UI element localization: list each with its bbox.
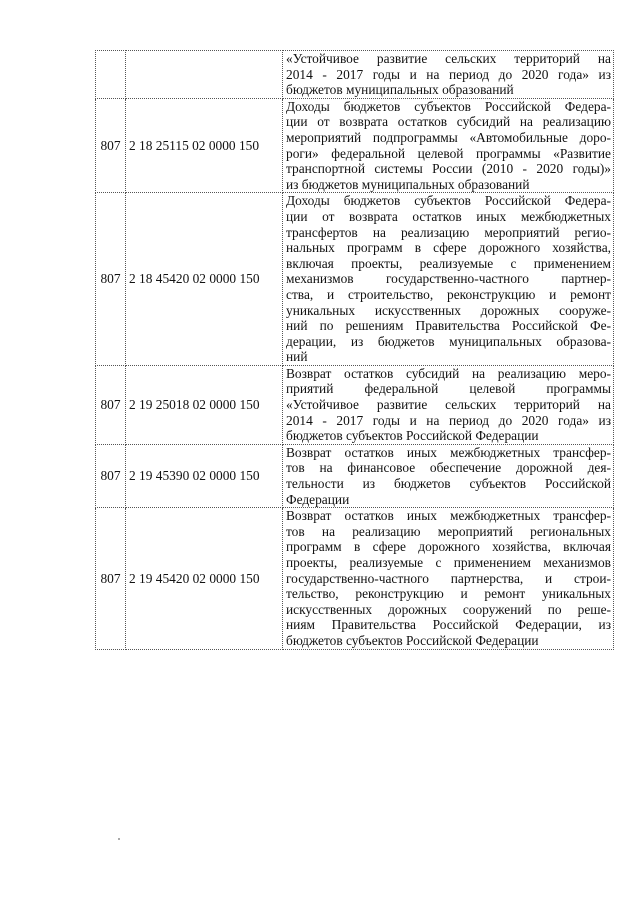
description-line: из бюджетов муниципальных образований <box>286 176 530 192</box>
description-line: уникальных искусственных дорожных сооруже- <box>286 302 611 318</box>
description-line: бюджетов субъектов Российской Федерации <box>286 632 539 648</box>
table-row <box>96 444 614 507</box>
description-line: Возврат остатков иных межбюджетных трансфер- <box>286 508 611 524</box>
table-row <box>96 51 614 99</box>
description-line: Доходы бюджетов субъектов Российской Федера- <box>286 98 611 114</box>
description-line: приятий федеральной целевой программы <box>286 381 611 397</box>
description-line: «Устойчивое развитие сельских территорий на <box>286 397 611 413</box>
description-line: тельство, реконструкцию и ремонт уникальных <box>286 586 611 602</box>
budget-code-cell: 2 19 45420 02 0000 150 <box>126 508 283 649</box>
description-line: роги» федеральной целевой программы «Развитие <box>286 145 611 161</box>
admin-code-cell: 807 <box>96 508 126 649</box>
description-line: транспортной системы России (2010 - 2020 годы)» <box>286 161 611 177</box>
description-line: Федерации <box>286 491 350 507</box>
admin-code-cell: 807 <box>96 193 126 366</box>
admin-code-cell: 807 <box>96 365 126 444</box>
description-cell <box>283 444 614 507</box>
description-cell <box>283 51 614 99</box>
description-line: нальных программ в сфере дорожного хозяйства, <box>286 240 611 256</box>
description-line: ний по решениям Правительства Российской Фе- <box>286 318 611 334</box>
description-line: включая проекты, реализуемые с применением <box>286 255 611 271</box>
description-line: тов на финансовое обеспечение дорожной дея- <box>286 460 611 476</box>
description-cell <box>283 98 614 193</box>
description-line: проекты, реализуемые с применением механизмов <box>286 555 611 570</box>
table-row <box>96 365 614 444</box>
description-line: тельности из бюджетов субъектов Российской <box>286 476 611 492</box>
description-line: тов на реализацию мероприятий региональных <box>286 523 611 539</box>
description-cell <box>283 508 614 649</box>
description-line: ниям Правительства Российской Федерации, из <box>286 617 611 633</box>
description-line: бюджетов муниципальных образований <box>286 82 514 98</box>
table-row <box>96 98 614 193</box>
budget-code-cell: 2 18 45420 02 0000 150 <box>126 193 283 366</box>
description-line: государственно-частного партнерства, и строи- <box>286 570 611 586</box>
table-row <box>96 193 614 366</box>
description-line: 2014 - 2017 годы и на период до 2020 года» из <box>286 66 611 82</box>
description-line: 2014 - 2017 годы и на период до 2020 года» из <box>286 412 611 428</box>
table-row <box>96 508 614 649</box>
description-line: искусственных дорожных сооружений по реше- <box>286 601 611 617</box>
budget-code-cell: 2 18 25115 02 0000 150 <box>126 98 283 193</box>
table-body <box>96 51 614 650</box>
description-line: мероприятий подпрограммы «Автомобильные доро- <box>286 129 611 145</box>
description-line: дерации, из бюджетов муниципальных образова- <box>286 333 611 349</box>
budget-code-cell: 2 19 45390 02 0000 150 <box>126 444 283 507</box>
description-line: программ в сфере дорожного хозяйства, включая <box>286 539 611 555</box>
description-line: бюджетов субъектов Российской Федерации <box>286 428 539 444</box>
description-line: механизмов государственно-частного партнер- <box>286 271 611 287</box>
budget-code-cell <box>126 51 283 99</box>
admin-code-cell: 807 <box>96 444 126 507</box>
description-cell <box>283 193 614 366</box>
description-line: трансфертов на реализацию мероприятий регио- <box>286 224 611 240</box>
budget-classification-table <box>95 50 614 650</box>
scan-speck <box>118 838 120 840</box>
admin-code-cell <box>96 51 126 99</box>
description-line: ства, и строительство, реконструкцию и ремонт <box>286 286 611 302</box>
description-line: ции от возврата остатков субсидий на реализацию <box>286 114 611 130</box>
description-line: Возврат остатков субсидий на реализацию меро- <box>286 365 611 381</box>
budget-code-cell: 2 19 25018 02 0000 150 <box>126 365 283 444</box>
description-line: ции от возврата остатков иных межбюджетных <box>286 208 611 224</box>
description-line: Возврат остатков иных межбюджетных трансфер- <box>286 444 611 460</box>
description-cell <box>283 365 614 444</box>
description-line: Доходы бюджетов субъектов Российской Федера- <box>286 193 611 209</box>
description-line: ний <box>286 349 308 365</box>
admin-code-cell: 807 <box>96 98 126 193</box>
description-line: «Устойчивое развитие сельских территорий на <box>286 51 611 66</box>
